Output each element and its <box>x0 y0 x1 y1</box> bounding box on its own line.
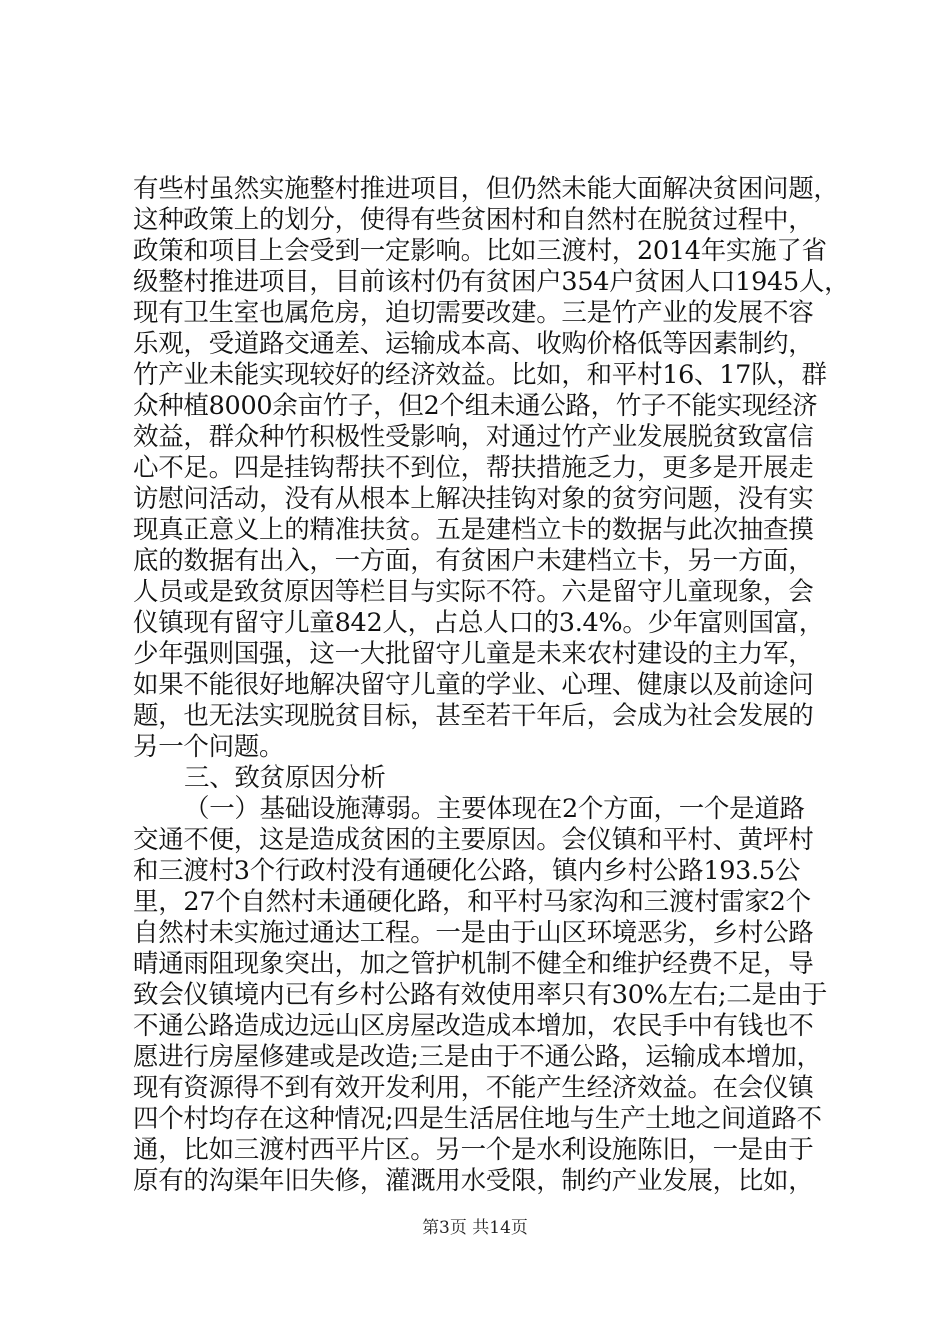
text-line: 少年强则国强，这一大批留守儿童是未来农村建设的主力军， <box>133 639 814 669</box>
text-line: 愿进行房屋修建或是改造;三是由于不通公路，运输成本增加， <box>133 1042 822 1072</box>
text-line: 四个村均存在这种情况;四是生活居住地与生产土地之间道路不 <box>133 1104 822 1134</box>
text-line: 晴通雨阻现象突出，加之管护机制不健全和维护经费不足，导 <box>133 949 814 979</box>
text-line: 效益，群众种竹积极性受影响，对通过竹产业发展脱贫致富信 <box>133 422 814 452</box>
text-line: 自然村未实施过通达工程。一是由于山区环境恶劣，乡村公路 <box>133 918 814 948</box>
text-line: 和三渡村3个行政村没有通硬化公路，镇内乡村公路193.5公 <box>133 856 801 886</box>
document-body <box>133 174 850 1197</box>
text-line: （一）基础设施薄弱。主要体现在2个方面，一个是道路 <box>184 794 805 824</box>
text-line: 现真正意义上的精准扶贫。五是建档立卡的数据与此次抽查摸 <box>133 515 814 545</box>
text-line: 现有卫生室也属危房，迫切需要改建。三是竹产业的发展不容 <box>133 298 814 328</box>
text-line: 致会仪镇境内已有乡村公路有效使用率只有30%左右;二是由于 <box>133 980 828 1010</box>
text-line: 众种植8000余亩竹子，但2个组未通公路，竹子不能实现经济 <box>133 391 818 421</box>
text-line: 政策和项目上会受到一定影响。比如三渡村，2014年实施了省 <box>133 236 827 266</box>
text-line: 级整村推进项目，目前该村仍有贫困户354户贫困人口1945人， <box>133 267 850 297</box>
text-line: 现有资源得不到有效开发利用，不能产生经济效益。在会仪镇 <box>133 1073 814 1103</box>
text-line: 不通公路造成边远山区房屋改造成本增加，农民手中有钱也不 <box>133 1011 814 1041</box>
text-line: 访慰问活动，没有从根本上解决挂钩对象的贫穷问题，没有实 <box>133 484 814 514</box>
text-line: 原有的沟渠年旧失修，灌溉用水受限，制约产业发展，比如， <box>133 1166 814 1196</box>
text-line: 如果不能很好地解决留守儿童的学业、心理、健康以及前途问 <box>133 670 814 700</box>
page-footer: 第3页 共14页 <box>422 1218 528 1238</box>
text-line: 心不足。四是挂钩帮扶不到位，帮扶措施乏力，更多是开展走 <box>133 453 814 483</box>
text-line: 仪镇现有留守儿童842人，占总人口的3.4%。少年富则国富， <box>133 608 824 638</box>
text-line: 题，也无法实现脱贫目标，甚至若干年后，会成为社会发展的 <box>133 701 814 731</box>
text-line: 有些村虽然实施整村推进项目，但仍然未能大面解决贫困问题， <box>133 174 839 204</box>
text-line: 底的数据有出入，一方面，有贫困户未建档立卡，另一方面， <box>133 546 814 576</box>
text-line: 乐观，受道路交通差、运输成本高、收购价格低等因素制约， <box>133 329 814 359</box>
text-line: 这种政策上的划分，使得有些贫困村和自然村在脱贫过程中， <box>133 205 814 235</box>
text-line: 三、致贫原因分析 <box>184 763 386 793</box>
text-line: 里，27个自然村未通硬化路，和平村马家沟和三渡村雷家2个 <box>133 887 811 917</box>
text-line: 竹产业未能实现较好的经济效益。比如，和平村16、17队，群 <box>133 360 827 390</box>
text-line: 交通不便，这是造成贫困的主要原因。会仪镇和平村、黄坪村 <box>133 825 814 855</box>
text-line: 另一个问题。 <box>133 732 285 762</box>
text-line: 通，比如三渡村西平片区。另一个是水利设施陈旧，一是由于 <box>133 1135 814 1165</box>
text-line: 人员或是致贫原因等栏目与实际不符。六是留守儿童现象，会 <box>133 577 814 607</box>
